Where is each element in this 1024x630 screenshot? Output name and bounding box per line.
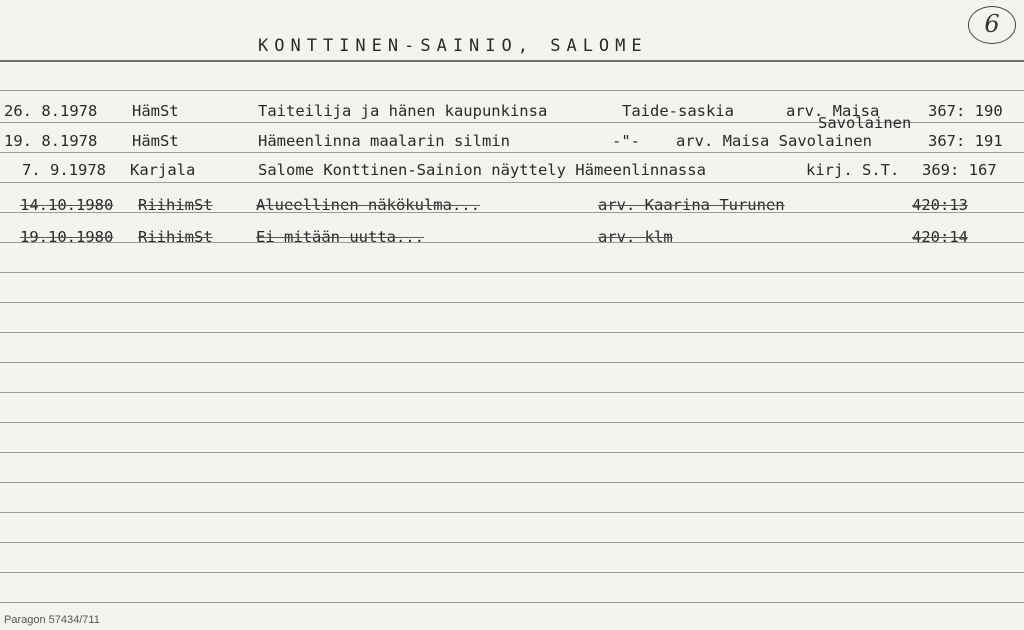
ruled-line: [0, 272, 1024, 273]
entry-paper: RiihimSt: [138, 228, 213, 246]
ruled-line: [0, 152, 1024, 153]
entry-headline: Alueellinen näkökulma...: [256, 196, 480, 214]
card-number: 6: [968, 6, 1016, 44]
ruled-line: [0, 362, 1024, 363]
ruled-line: [0, 302, 1024, 303]
entry-author: kirj. S.T.: [806, 161, 900, 179]
entry-section: Taide-saskia: [622, 102, 734, 120]
ruled-line: [0, 482, 1024, 483]
ruled-line: [0, 332, 1024, 333]
ruled-line: [0, 182, 1024, 183]
entry-section: -"-: [612, 132, 640, 150]
entry-ref: 420:14: [912, 228, 968, 246]
entry-author: arv. klm: [598, 228, 673, 246]
entry-date: 7. 9.1978: [22, 161, 106, 179]
ruled-line: [0, 512, 1024, 513]
entry-author: arv. Kaarina Turunen: [598, 196, 785, 214]
entry-headline: Ei mitään uutta...: [256, 228, 424, 246]
entry-date: 19.10.1980: [20, 228, 114, 246]
entry-author: arv. Maisa Savolainen: [676, 132, 872, 150]
entry-headline: Hämeenlinna maalarin silmin: [258, 132, 510, 150]
ruled-line: [0, 452, 1024, 453]
entry-ref: 367: 191: [928, 132, 1003, 150]
entry-date: 14.10.1980: [20, 196, 114, 214]
entry-date: 26. 8.1978: [4, 102, 98, 120]
ruled-line: [0, 422, 1024, 423]
entry-paper: HämSt: [132, 102, 179, 120]
entry-author: arv. Maisa: [786, 102, 880, 120]
entry-paper: RiihimSt: [138, 196, 213, 214]
ruled-line: [0, 572, 1024, 573]
entry-ref: 420:13: [912, 196, 968, 214]
entry-paper: HämSt: [132, 132, 179, 150]
card-footer: Paragon 57434/711: [4, 614, 100, 626]
card-title: KONTTINEN-SAINIO, SALOME: [258, 36, 648, 56]
entry-author-cont: Savolainen: [818, 114, 912, 132]
entry-headline: Salome Konttinen-Sainion näyttely Hämeenlinnassa: [258, 161, 706, 179]
ruled-line: [0, 392, 1024, 393]
header-rule: [0, 60, 1024, 62]
entry-paper: Karjala: [130, 161, 196, 179]
entry-ref: 369: 167: [922, 161, 997, 179]
entry-date: 19. 8.1978: [4, 132, 98, 150]
entry-ref: 367: 190: [928, 102, 1003, 120]
entry-headline: Taiteilija ja hänen kaupunkinsa: [258, 102, 548, 120]
ruled-line: [0, 602, 1024, 603]
ruled-line: [0, 542, 1024, 543]
ruled-line: [0, 90, 1024, 91]
